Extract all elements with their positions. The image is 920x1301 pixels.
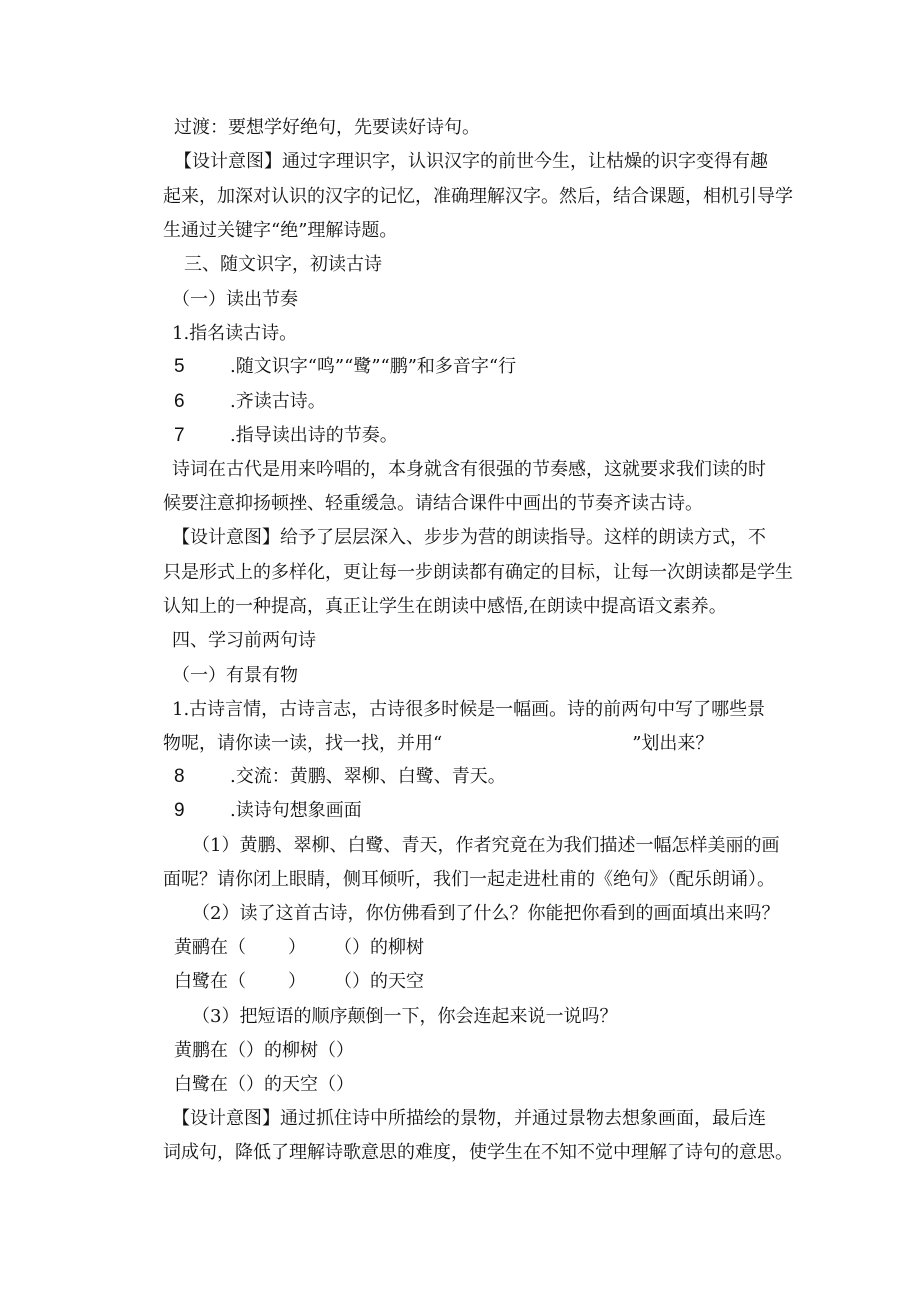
question-1-line-2	[163, 732, 803, 756]
sub-item-2: （2）读了这首古诗，你仿佛看到了什么？你能把你看到的画面填出来吗？	[192, 903, 780, 924]
step-number: 7	[174, 425, 185, 446]
sub-item-1-line-1: （1）黄鹏、翠柳、白鹭、青天，作者究竟在为我们描述一幅怎样美丽的画	[192, 835, 780, 856]
question-text-end: ”划出来？	[632, 733, 714, 754]
design-intent-2-line-2: 只是形式上的多样化，更让每一步朗读都有确定的目标，让每一次朗读都是学生	[163, 562, 793, 583]
sub-item-1-line-2: 面呢？请你闭上眼睛，侧耳倾听，我们一起走进杜甫的《绝句》（配乐朗诵）。	[163, 869, 775, 890]
step-text: .齐读古诗。	[230, 391, 326, 412]
design-intent-3-line-1: 【设计意图】通过抓住诗中所描绘的景物，并通过景物去想象画面，最后连	[172, 1108, 766, 1129]
step-number: 5	[174, 356, 185, 377]
fill-text: ）	[288, 971, 306, 992]
step-7	[174, 424, 814, 448]
design-intent-1-line-3: 生通过关键字“绝”理解诗题。	[163, 220, 398, 241]
question-text: 物呢，请你读一读，找一找，并用“	[163, 733, 443, 754]
step-text: .指导读出诗的节奏。	[230, 425, 398, 446]
reorder-oriole: 黄鹏在（）的柳树（）	[174, 1040, 354, 1061]
step-5	[174, 355, 814, 379]
paragraph-transition: 过渡：要想学好绝句，先要读好诗句。	[174, 117, 480, 138]
step-number: 8	[174, 766, 185, 787]
section-heading-4: 四、学习前两句诗	[172, 630, 316, 651]
step-text: .随文识字“鸣”“鹭”“鹏”和多音字“行	[230, 356, 517, 377]
fill-blank-egret	[174, 970, 814, 994]
design-intent-2-line-1: 【设计意图】给予了层层深入、步步为营的朗读指导。这样的朗读方式，不	[172, 527, 766, 548]
step-number: 6	[174, 391, 185, 412]
fill-text: ）	[288, 937, 306, 958]
step-9	[174, 799, 814, 823]
design-intent-1-line-1: 【设计意图】通过字理识字，认识汉字的前世今生，让枯燥的识字变得有趣	[174, 151, 768, 172]
subheading-scenery: （一）有景有物	[172, 665, 298, 686]
design-intent-2-line-3: 认知上的一种提高，真正让学生在朗读中感悟,在朗读中提高语文素养。	[163, 596, 727, 617]
design-intent-1-line-2: 起来，加深对认识的汉字的记忆，准确理解汉字。然后，结合课题，相机引导学	[163, 186, 793, 207]
step-text: .读诗句想象画面	[230, 800, 362, 821]
rhythm-paragraph-line-1: 诗词在古代是用来吟唱的，本身就含有很强的节奏感，这就要求我们读的时	[172, 459, 766, 480]
fill-text: （）的柳树	[334, 937, 424, 958]
fill-text: 黄鹂在（	[174, 937, 246, 958]
step-6	[174, 390, 814, 414]
step-text: .交流：黄鹏、翠柳、白鹭、青天。	[230, 766, 506, 787]
subheading-read-rhythm: （一）读出节奏	[172, 289, 298, 310]
design-intent-3-line-2: 词成句，降低了理解诗歌意思的难度，使学生在不知不觉中理解了诗句的意思。	[163, 1142, 793, 1163]
question-1-line-1: 1.古诗言情，古诗言志，古诗很多时候是一幅画。诗的前两句中写了哪些景	[172, 699, 766, 720]
fill-text: （）的天空	[334, 971, 424, 992]
reorder-egret: 白鹭在（）的天空（）	[174, 1074, 354, 1095]
step-number: 9	[174, 800, 185, 821]
step-8	[174, 765, 814, 789]
rhythm-paragraph-line-2: 候要注意抑扬顿挫、轻重缓急。请结合课件中画出的节奏齐读古诗。	[163, 493, 703, 514]
sub-item-3: （3）把短语的顺序颠倒一下，你会连起来说一说吗？	[192, 1006, 618, 1027]
fill-text: 白鹭在（	[174, 971, 246, 992]
fill-blank-oriole	[174, 936, 814, 960]
section-heading-3: 三、随文识字，初读古诗	[184, 254, 382, 275]
step-1-read-poem: 1.指名读古诗。	[172, 323, 298, 344]
